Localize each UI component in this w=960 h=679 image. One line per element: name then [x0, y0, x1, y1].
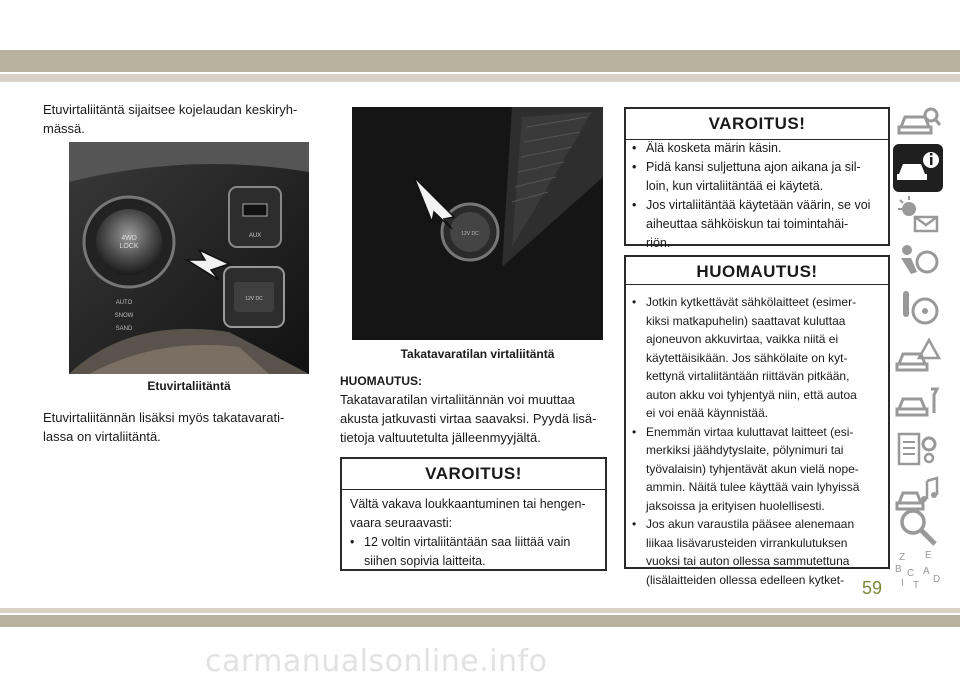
- airbag-icon[interactable]: [893, 238, 943, 286]
- warning-item: • Älä kosketa märin käsin.: [632, 141, 782, 155]
- hazard-car-icon[interactable]: [893, 332, 943, 380]
- header-band: [0, 50, 960, 72]
- warning-intro: Vältä vakava loukkaantuminen tai hengen- vaara seuraavasti:: [350, 497, 586, 530]
- svg-text:C: C: [907, 568, 915, 579]
- watermark: carmanualsonline.info: [205, 644, 548, 679]
- index-letters-icon[interactable]: [893, 548, 943, 590]
- car-inspect-icon[interactable]: [893, 97, 943, 145]
- rear-outlet-label: 12V DC: [461, 231, 479, 237]
- mode-sand: SAND: [115, 326, 133, 332]
- footer-band-light: [0, 608, 960, 613]
- note-heading: HUOMAUTUS:: [340, 374, 422, 388]
- header-band-light: [0, 74, 960, 82]
- after-paragraph: Etuvirtaliitännän lisäksi myös takatavarati- lassa on virtaliitäntä.: [43, 410, 285, 444]
- rear-power-outlet-photo: [352, 107, 603, 340]
- svg-text:D: D: [933, 574, 941, 585]
- outlet-label: 12V DC: [245, 296, 263, 302]
- warning-item: • Jos virtaliitäntää käytetään väärin, se voi aiheuttaa sähköiskun tai toimintahäi- riön.: [632, 198, 871, 250]
- svg-text:A: A: [923, 566, 930, 577]
- settings-list-icon[interactable]: [893, 426, 943, 474]
- knob-label-2: LOCK: [119, 243, 139, 250]
- service-car-icon[interactable]: [893, 379, 943, 427]
- svg-text:I: I: [901, 578, 904, 589]
- front-power-outlet-photo: [69, 142, 309, 374]
- mode-snow: SNOW: [114, 313, 134, 319]
- steering-wheel-icon[interactable]: [893, 285, 943, 333]
- notice-title: HUOMAUTUS!: [696, 262, 818, 281]
- warning-box-right: [624, 107, 890, 250]
- notice-item: • Enemmän virtaa kuluttavat laitteet (esi- merkiksi jäähdytyslaite, pölynimuri tai työvalaisin) tyhjentävät akun vielä nope- ammin. Näitä tulee käyttää vain lyhyissä jaksoissa ja erityisen huolellisesti.: [632, 424, 860, 513]
- mode-auto: AUTO: [115, 300, 133, 306]
- search-icon[interactable]: [893, 502, 943, 552]
- page-number: 59: [862, 578, 883, 598]
- footer-band: [0, 615, 960, 627]
- warning-title: VAROITUS!: [425, 464, 522, 483]
- notice-item: • Jotkin kytkettävät sähkölaitteet (esimer- kiksi matkapuhelin) saattavat kuluttaa ajoneuvon akkuvirtaa, vaikka niitä ei käytettäisikään. Jos sähkölaite on kyt- kettynä virtaliitäntään riittävän pitkään, auton akku voi tyhjentyä niin, että autoa ei voi enää käynnistää.: [632, 295, 857, 420]
- warning-item: • 12 voltin virtaliitäntään saa liittää vain siihen sopivia laitteita.: [350, 535, 571, 568]
- svg-text:E: E: [925, 550, 932, 561]
- aux-label: AUX: [248, 233, 262, 239]
- car-info-icon[interactable]: [893, 144, 943, 192]
- intro-paragraph: Etuvirtaliitäntä sijaitsee kojelaudan keskiryh- mässä.: [43, 102, 298, 136]
- note-paragraph: Takatavaratilan virtaliitännän voi muuttaa akusta jatkuvasti virtaa saavaksi. Pyydä lisä- tietoja valtuutetulta jälleenmyyjältä.: [340, 392, 597, 445]
- warning-title: VAROITUS!: [708, 114, 806, 133]
- warning-box-middle: [340, 457, 607, 571]
- rear-photo-caption: Takatavaratilan virtaliitäntä: [400, 347, 555, 361]
- notice-item: • Jos akun varaustila pääsee alenemaan liikaa lisävarusteiden virrankulutuksen vuoksi tai auton ollessa sammutettuna (lisälaitteiden ollessa edelleen kytket-: [632, 517, 855, 587]
- front-photo-caption: Etuvirtaliitäntä: [147, 379, 231, 393]
- notice-rule: [626, 284, 888, 285]
- warning-rule: [342, 489, 605, 490]
- svg-text:Z: Z: [899, 552, 906, 563]
- svg-text:B: B: [895, 564, 902, 575]
- notice-box: [624, 255, 890, 587]
- warning-item: • Pidä kansi suljettuna ajon aikana ja sil- loin, kun virtaliitäntää ei käytetä.: [632, 160, 861, 193]
- svg-text:T: T: [913, 580, 920, 590]
- warning-lights-icon[interactable]: [893, 191, 943, 239]
- knob-label-1: 4WD: [121, 235, 137, 242]
